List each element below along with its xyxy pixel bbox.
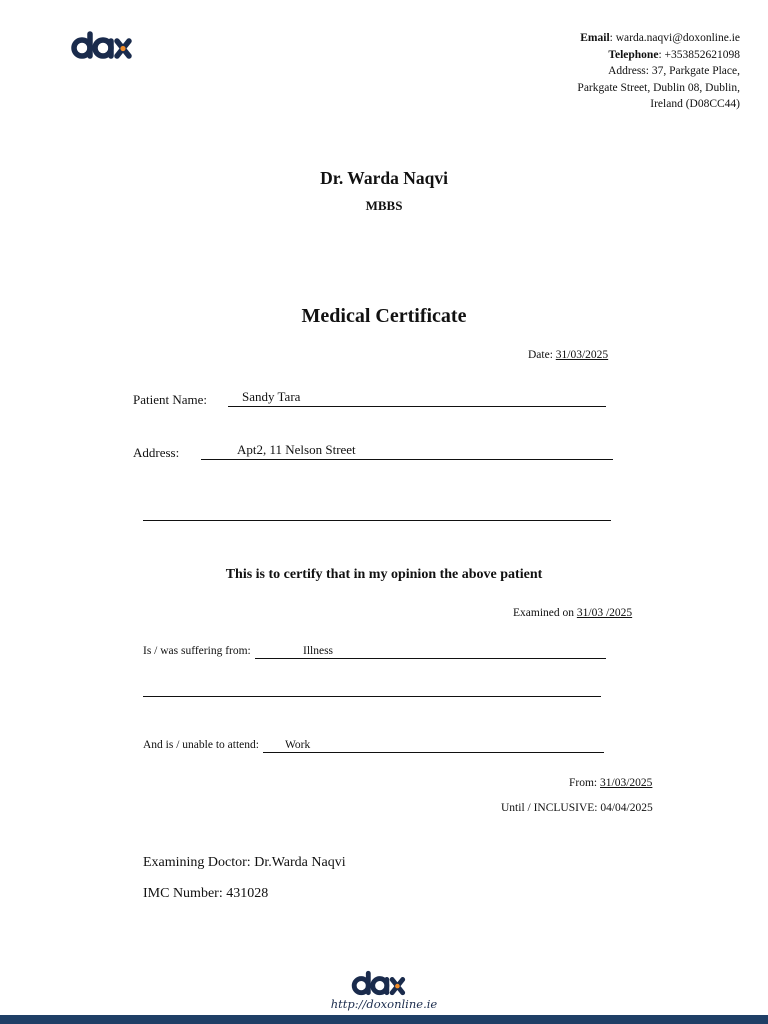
date-label: Date: bbox=[528, 349, 553, 361]
address-line bbox=[201, 442, 613, 460]
certificate-title: Medical Certificate bbox=[301, 305, 467, 327]
examining-doctor-label: Examining Doctor: bbox=[143, 855, 251, 870]
contact-info bbox=[577, 30, 740, 113]
patient-name-label: Patient Name: bbox=[133, 392, 208, 407]
imc-value: 431028 bbox=[226, 886, 269, 901]
examining-doctor-value: Dr.Warda Naqvi bbox=[254, 855, 346, 870]
address-line-3: Ireland (D08CC44) bbox=[650, 98, 740, 110]
from-field bbox=[569, 777, 652, 789]
dax-logo bbox=[70, 28, 132, 62]
footer-dax-logo bbox=[349, 968, 407, 998]
date-field bbox=[528, 349, 608, 361]
suffering-line bbox=[255, 646, 606, 659]
from-value: 31/03/2025 bbox=[600, 777, 653, 789]
patient-name-value: Sandy Tara bbox=[242, 389, 301, 404]
until-label: Until / INCLUSIVE: bbox=[501, 802, 598, 814]
until-field bbox=[501, 802, 653, 814]
suffering-value: Illness bbox=[303, 645, 334, 657]
attend-line bbox=[263, 740, 604, 753]
address-blank-line bbox=[143, 520, 611, 521]
attend-value: Work bbox=[285, 739, 311, 751]
email-value: : warda.naqvi@doxonline.ie bbox=[609, 32, 740, 44]
doctor-qualification: MBBS bbox=[365, 198, 403, 213]
from-label: From: bbox=[569, 777, 598, 789]
examined-value: 31/03 /2025 bbox=[576, 607, 633, 619]
suffering-label: Is / was suffering from: bbox=[143, 645, 251, 657]
email-line: Email: warda.naqvi@doxonline.ie bbox=[580, 32, 740, 44]
suffering-blank-line bbox=[143, 696, 601, 697]
certification-statement: This is to certify that in my opinion the above patient bbox=[225, 567, 543, 582]
address-value: Apt2, 11 Nelson Street bbox=[237, 442, 356, 457]
attend-label: And is / unable to attend: bbox=[143, 739, 259, 751]
footer-bar bbox=[0, 1015, 768, 1024]
telephone-value: : +353852621098 bbox=[658, 48, 740, 61]
address-line-2: Parkgate Street, Dublin 08, Dublin, bbox=[577, 81, 740, 94]
telephone-line: Telephone: +353852621098 bbox=[608, 48, 740, 61]
examined-label: Examined on bbox=[513, 607, 574, 619]
date-value: 31/03/2025 bbox=[555, 349, 609, 361]
footer-url[interactable]: http://doxonline.ie bbox=[330, 997, 438, 1011]
address-label: Address: bbox=[133, 445, 180, 460]
imc-number bbox=[143, 886, 268, 902]
examining-doctor bbox=[143, 855, 346, 871]
examined-field bbox=[513, 607, 632, 619]
doctor-name: Dr. Warda Naqvi bbox=[320, 168, 448, 188]
address-line-1: Address: 37, Parkgate Place, bbox=[608, 65, 740, 77]
patient-name-line bbox=[228, 389, 606, 407]
until-value: 04/04/2025 bbox=[600, 802, 653, 814]
imc-label: IMC Number: bbox=[143, 886, 223, 901]
